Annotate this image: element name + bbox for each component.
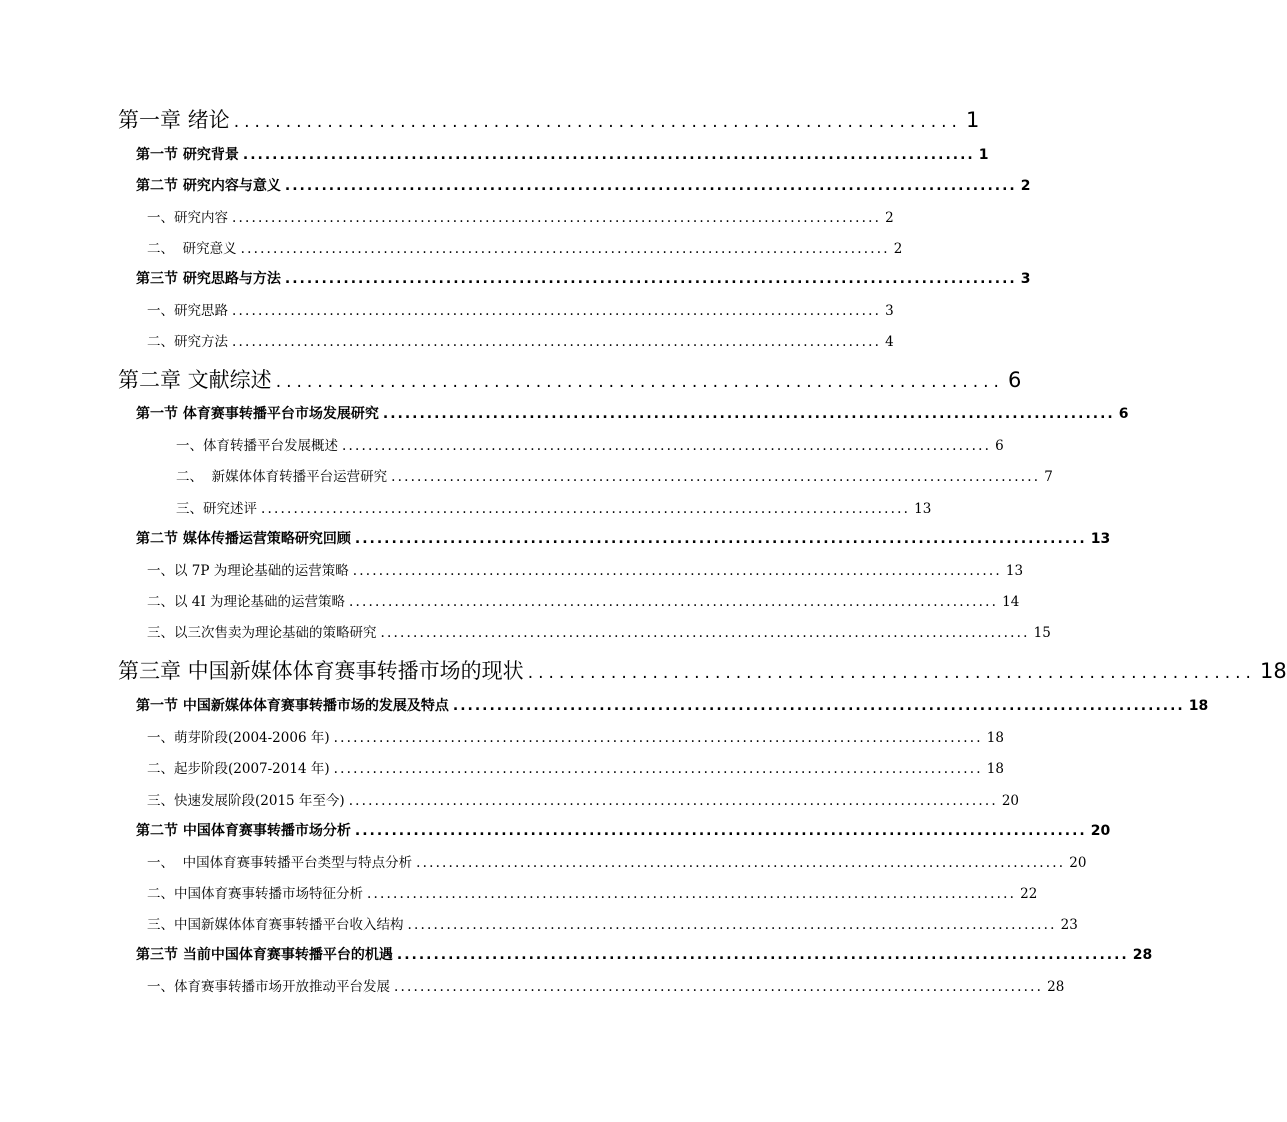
toc-entry-section[interactable] <box>136 268 1031 290</box>
toc-entry-item[interactable] <box>147 757 1004 779</box>
toc-entry-item[interactable] <box>147 726 1004 748</box>
toc-leader-dots: .................................................................................................... <box>396 947 1129 963</box>
toc-entry-section[interactable] <box>136 175 1031 197</box>
toc-entry-section[interactable] <box>136 403 1129 425</box>
toc-entry-item[interactable] <box>147 621 1051 643</box>
toc-leader-dots: .................................................................................................... <box>284 271 1017 287</box>
toc-entry-page: 15 <box>1033 625 1051 641</box>
toc-entry-page: 20 <box>1069 855 1087 871</box>
toc-entry-title: 二、中国体育赛事转播市场特征分析 <box>147 886 363 902</box>
toc-entry-page: 20 <box>1090 823 1111 839</box>
toc-entry-page: 4 <box>885 334 894 350</box>
toc-entry-item[interactable] <box>147 299 894 321</box>
toc-entry-section[interactable] <box>136 944 1153 966</box>
toc-leader-dots: .................................................................................................... <box>342 438 992 454</box>
toc-entry-title: 第三章 中国新媒体体育赛事转播市场的现状 <box>118 659 524 683</box>
toc-entry-title: 二、以 4I 为理论基础的运营策略 <box>147 594 346 610</box>
toc-entry-page: 7 <box>1044 469 1053 485</box>
toc-entry-item[interactable] <box>147 590 1020 612</box>
toc-entry-item[interactable] <box>176 434 1004 456</box>
toc-leader-dots: .................................................................................................... <box>349 594 999 610</box>
toc-entry-section[interactable] <box>136 820 1111 842</box>
toc-entry-item[interactable] <box>147 206 894 228</box>
toc-entry-page: 28 <box>1047 979 1065 995</box>
toc-entry-page: 18 <box>986 761 1004 777</box>
toc-entry-page: 20 <box>1001 793 1020 809</box>
toc-leader-dots: ...................................................................... <box>233 112 962 132</box>
toc-leader-dots: .................................................................................................... <box>394 979 1044 995</box>
toc-entry-title: 第二章 文献综述 <box>118 368 272 392</box>
toc-entry-page: 18 <box>986 730 1004 746</box>
toc-entry-item[interactable] <box>147 851 1087 873</box>
toc-entry-title: 第三节 研究思路与方法 <box>136 271 281 287</box>
toc-leader-dots: .................................................................................................... <box>382 406 1115 422</box>
toc-entry-page: 28 <box>1132 947 1153 963</box>
toc-entry-page: 2 <box>893 241 903 257</box>
toc-entry-page: 1 <box>965 108 980 132</box>
toc-entry-section[interactable] <box>136 695 1209 717</box>
toc-entry-title: 一、体育赛事转播市场开放推动平台发展 <box>147 979 390 995</box>
toc-entry-title: 第一节 中国新媒体体育赛事转播市场的发展及特点 <box>136 698 449 714</box>
toc-leader-dots: .................................................................................................... <box>333 730 983 746</box>
toc-entry-title: 第三节 当前中国体育赛事转播平台的机遇 <box>136 947 393 963</box>
toc-entry-item[interactable] <box>147 913 1078 935</box>
toc-leader-dots: .................................................................................................... <box>284 178 1017 194</box>
toc-entry-title: 三、中国新媒体体育赛事转播平台收入结构 <box>147 917 404 933</box>
toc-leader-dots: .................................................................................................... <box>232 334 882 350</box>
toc-leader-dots: .................................................................................................... <box>232 210 882 226</box>
toc-entry-title: 第一节 体育赛事转播平台市场发展研究 <box>136 406 379 422</box>
toc-entry-page: 6 <box>1118 406 1129 422</box>
toc-leader-dots: .................................................................................................... <box>354 823 1087 839</box>
toc-entry-title: 三、以三次售卖为理论基础的策略研究 <box>147 625 377 641</box>
toc-leader-dots: ...................................................................... <box>275 372 1004 392</box>
toc-leader-dots: .................................................................................................... <box>367 886 1017 902</box>
toc-leader-dots: .................................................................................................... <box>261 501 911 517</box>
toc-entry-page: 2 <box>885 210 894 226</box>
toc-entry-title: 三、研究述评 <box>176 501 257 517</box>
toc-leader-dots: .................................................................................................... <box>380 625 1030 641</box>
toc-entry-item[interactable] <box>147 237 903 259</box>
toc-entry-page: 6 <box>1007 368 1022 392</box>
toc-entry-page: 6 <box>995 438 1004 454</box>
toc-entry-page: 14 <box>1002 594 1020 610</box>
toc-entry-title: 一、研究内容 <box>147 210 228 226</box>
toc-entry-item[interactable] <box>147 882 1038 904</box>
toc-entry-title: 第二节 中国体育赛事转播市场分析 <box>136 823 351 839</box>
toc-entry-title: 二、 研究意义 <box>147 241 237 257</box>
toc-entry-page: 23 <box>1060 917 1078 933</box>
toc-leader-dots: .................................................................................................... <box>352 563 1002 579</box>
toc-entry-title: 第一节 研究背景 <box>136 147 239 163</box>
toc-entry-title: 三、快速发展阶段(2015 年至今) <box>147 793 345 809</box>
toc-leader-dots: .................................................................................................... <box>333 761 983 777</box>
toc-entry-title: 二、 新媒体体育转播平台运营研究 <box>176 469 388 485</box>
toc-leader-dots: .................................................................................................... <box>407 917 1057 933</box>
toc-entry-section[interactable] <box>136 144 989 166</box>
toc-entry-item[interactable] <box>147 789 1020 811</box>
toc-entry-title: 第二节 研究内容与意义 <box>136 178 281 194</box>
toc-entry-title: 一、研究思路 <box>147 303 228 319</box>
toc-entry-title: 第一章 绪论 <box>118 108 230 132</box>
toc-entry-page: 13 <box>1005 563 1024 579</box>
toc-entry-title: 二、研究方法 <box>147 334 228 350</box>
toc-entry-title: 一、以 7P 为理论基础的运营策略 <box>147 563 349 579</box>
toc-entry-item[interactable] <box>147 559 1024 581</box>
toc-leader-dots: .................................................................................................... <box>452 698 1185 714</box>
toc-entry-item[interactable] <box>147 330 894 352</box>
toc-entry-page: 18 <box>1259 659 1287 683</box>
toc-entry-title: 一、体育转播平台发展概述 <box>176 438 338 454</box>
toc-leader-dots: .................................................................................................... <box>242 147 975 163</box>
toc-entry-item[interactable] <box>176 497 932 519</box>
toc-entry-chapter-2[interactable] <box>118 364 1022 394</box>
toc-entry-title: 一、 中国体育赛事转播平台类型与特点分析 <box>147 855 413 871</box>
toc-entry-title: 第二节 媒体传播运营策略研究回顾 <box>136 531 351 547</box>
toc-entry-page: 1 <box>978 147 989 163</box>
toc-entry-page: 3 <box>1020 271 1031 287</box>
toc-entry-page: 2 <box>1020 178 1031 194</box>
toc-entry-page: 13 <box>914 501 932 517</box>
toc-leader-dots: .................................................................................................... <box>232 303 882 319</box>
toc-entry-title: 二、起步阶段(2007-2014 年) <box>147 761 330 777</box>
toc-entry-page: 18 <box>1188 698 1209 714</box>
toc-entry-chapter-1[interactable] <box>118 104 980 134</box>
toc-leader-dots: .................................................................................................... <box>391 469 1041 485</box>
toc-entry-chapter-3[interactable] <box>118 655 1287 685</box>
toc-entry-page: 22 <box>1020 886 1038 902</box>
toc-entry-section[interactable] <box>136 528 1111 550</box>
toc-entry-page: 3 <box>885 303 894 319</box>
toc-leader-dots: .................................................................................................... <box>416 855 1066 871</box>
toc-entry-item[interactable] <box>176 465 1053 487</box>
toc-leader-dots: .................................................................................................... <box>354 531 1087 547</box>
toc-entry-title: 一、萌芽阶段(2004-2006 年) <box>147 730 330 746</box>
toc-leader-dots: ...................................................................... <box>527 663 1256 683</box>
toc-leader-dots: .................................................................................................... <box>348 793 998 809</box>
toc-entry-page: 13 <box>1090 531 1111 547</box>
toc-leader-dots: .................................................................................................... <box>240 241 890 257</box>
toc-entry-item[interactable] <box>147 975 1065 997</box>
